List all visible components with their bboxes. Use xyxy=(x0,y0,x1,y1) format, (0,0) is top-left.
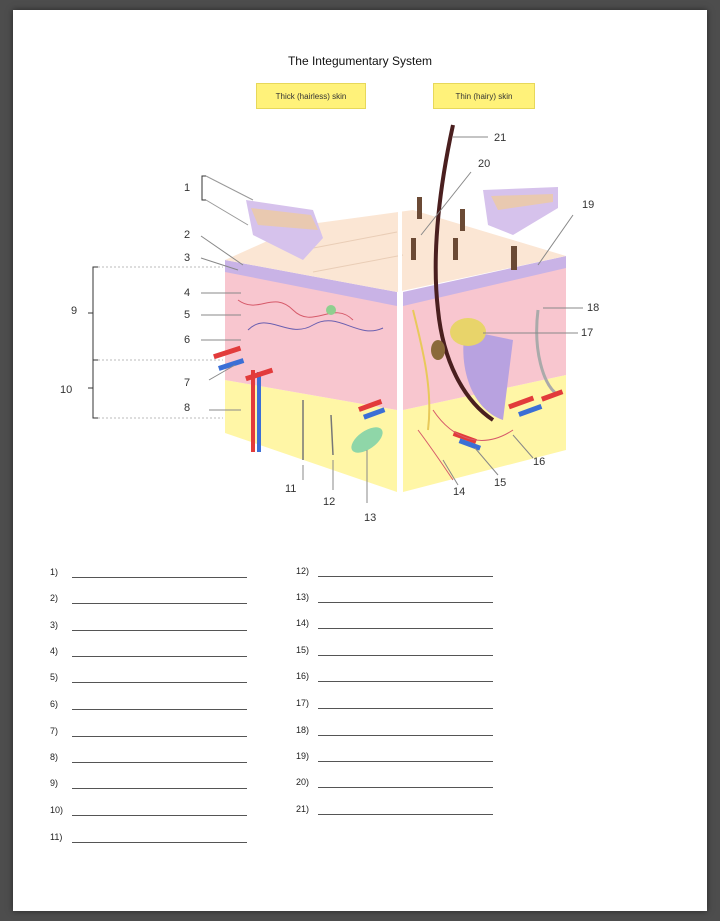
answer-line-6[interactable]: 6) xyxy=(50,699,250,713)
label-2: 2 xyxy=(184,229,191,241)
answer-line-15[interactable]: 15) xyxy=(296,645,496,659)
epidermis-flap-right xyxy=(483,187,558,235)
label-16: 16 xyxy=(533,456,546,468)
label-14: 14 xyxy=(453,486,466,498)
label-13: 13 xyxy=(364,512,377,524)
label-6: 6 xyxy=(184,334,191,346)
label-21: 21 xyxy=(494,132,507,144)
answer-line-13[interactable]: 13) xyxy=(296,592,496,606)
answer-line-20[interactable]: 20) xyxy=(296,777,496,791)
thin-skin-tag: Thin (hairy) skin xyxy=(433,83,535,109)
label-9: 9 xyxy=(71,305,78,317)
answer-line-14[interactable]: 14) xyxy=(296,618,496,632)
worksheet-page xyxy=(13,10,707,911)
answer-line-12[interactable]: 12) xyxy=(296,566,496,580)
answer-line-2[interactable]: 2) xyxy=(50,593,250,607)
label-19: 19 xyxy=(582,199,595,211)
answer-line-16[interactable]: 16) xyxy=(296,671,496,685)
label-11: 11 xyxy=(285,483,297,495)
answer-line-11[interactable]: 11) xyxy=(50,832,250,846)
answer-line-3[interactable]: 3) xyxy=(50,620,250,634)
answer-line-19[interactable]: 19) xyxy=(296,751,496,765)
label-3: 3 xyxy=(184,252,191,264)
label-12: 12 xyxy=(323,496,336,508)
label-7: 7 xyxy=(184,377,191,389)
skin-diagram xyxy=(13,10,707,550)
answer-line-7[interactable]: 7) xyxy=(50,726,250,740)
label-5: 5 xyxy=(184,309,191,321)
label-20: 20 xyxy=(478,158,491,170)
label-10: 10 xyxy=(60,384,73,396)
thick-skin-tag: Thick (hairless) skin xyxy=(256,83,366,109)
answer-line-18[interactable]: 18) xyxy=(296,725,496,739)
answer-line-17[interactable]: 17) xyxy=(296,698,496,712)
answer-line-8[interactable]: 8) xyxy=(50,752,250,766)
answer-line-21[interactable]: 21) xyxy=(296,804,496,818)
label-8: 8 xyxy=(184,402,191,414)
answer-line-5[interactable]: 5) xyxy=(50,672,250,686)
answer-line-9[interactable]: 9) xyxy=(50,778,250,792)
answer-line-1[interactable]: 1) xyxy=(50,567,250,581)
label-15: 15 xyxy=(494,477,507,489)
page-title: The Integumentary System xyxy=(287,54,433,68)
answer-line-10[interactable]: 10) xyxy=(50,805,250,819)
label-1: 1 xyxy=(184,182,191,194)
label-17: 17 xyxy=(581,327,594,339)
answer-line-4[interactable]: 4) xyxy=(50,646,250,660)
label-18: 18 xyxy=(587,302,600,314)
label-4: 4 xyxy=(184,287,191,299)
